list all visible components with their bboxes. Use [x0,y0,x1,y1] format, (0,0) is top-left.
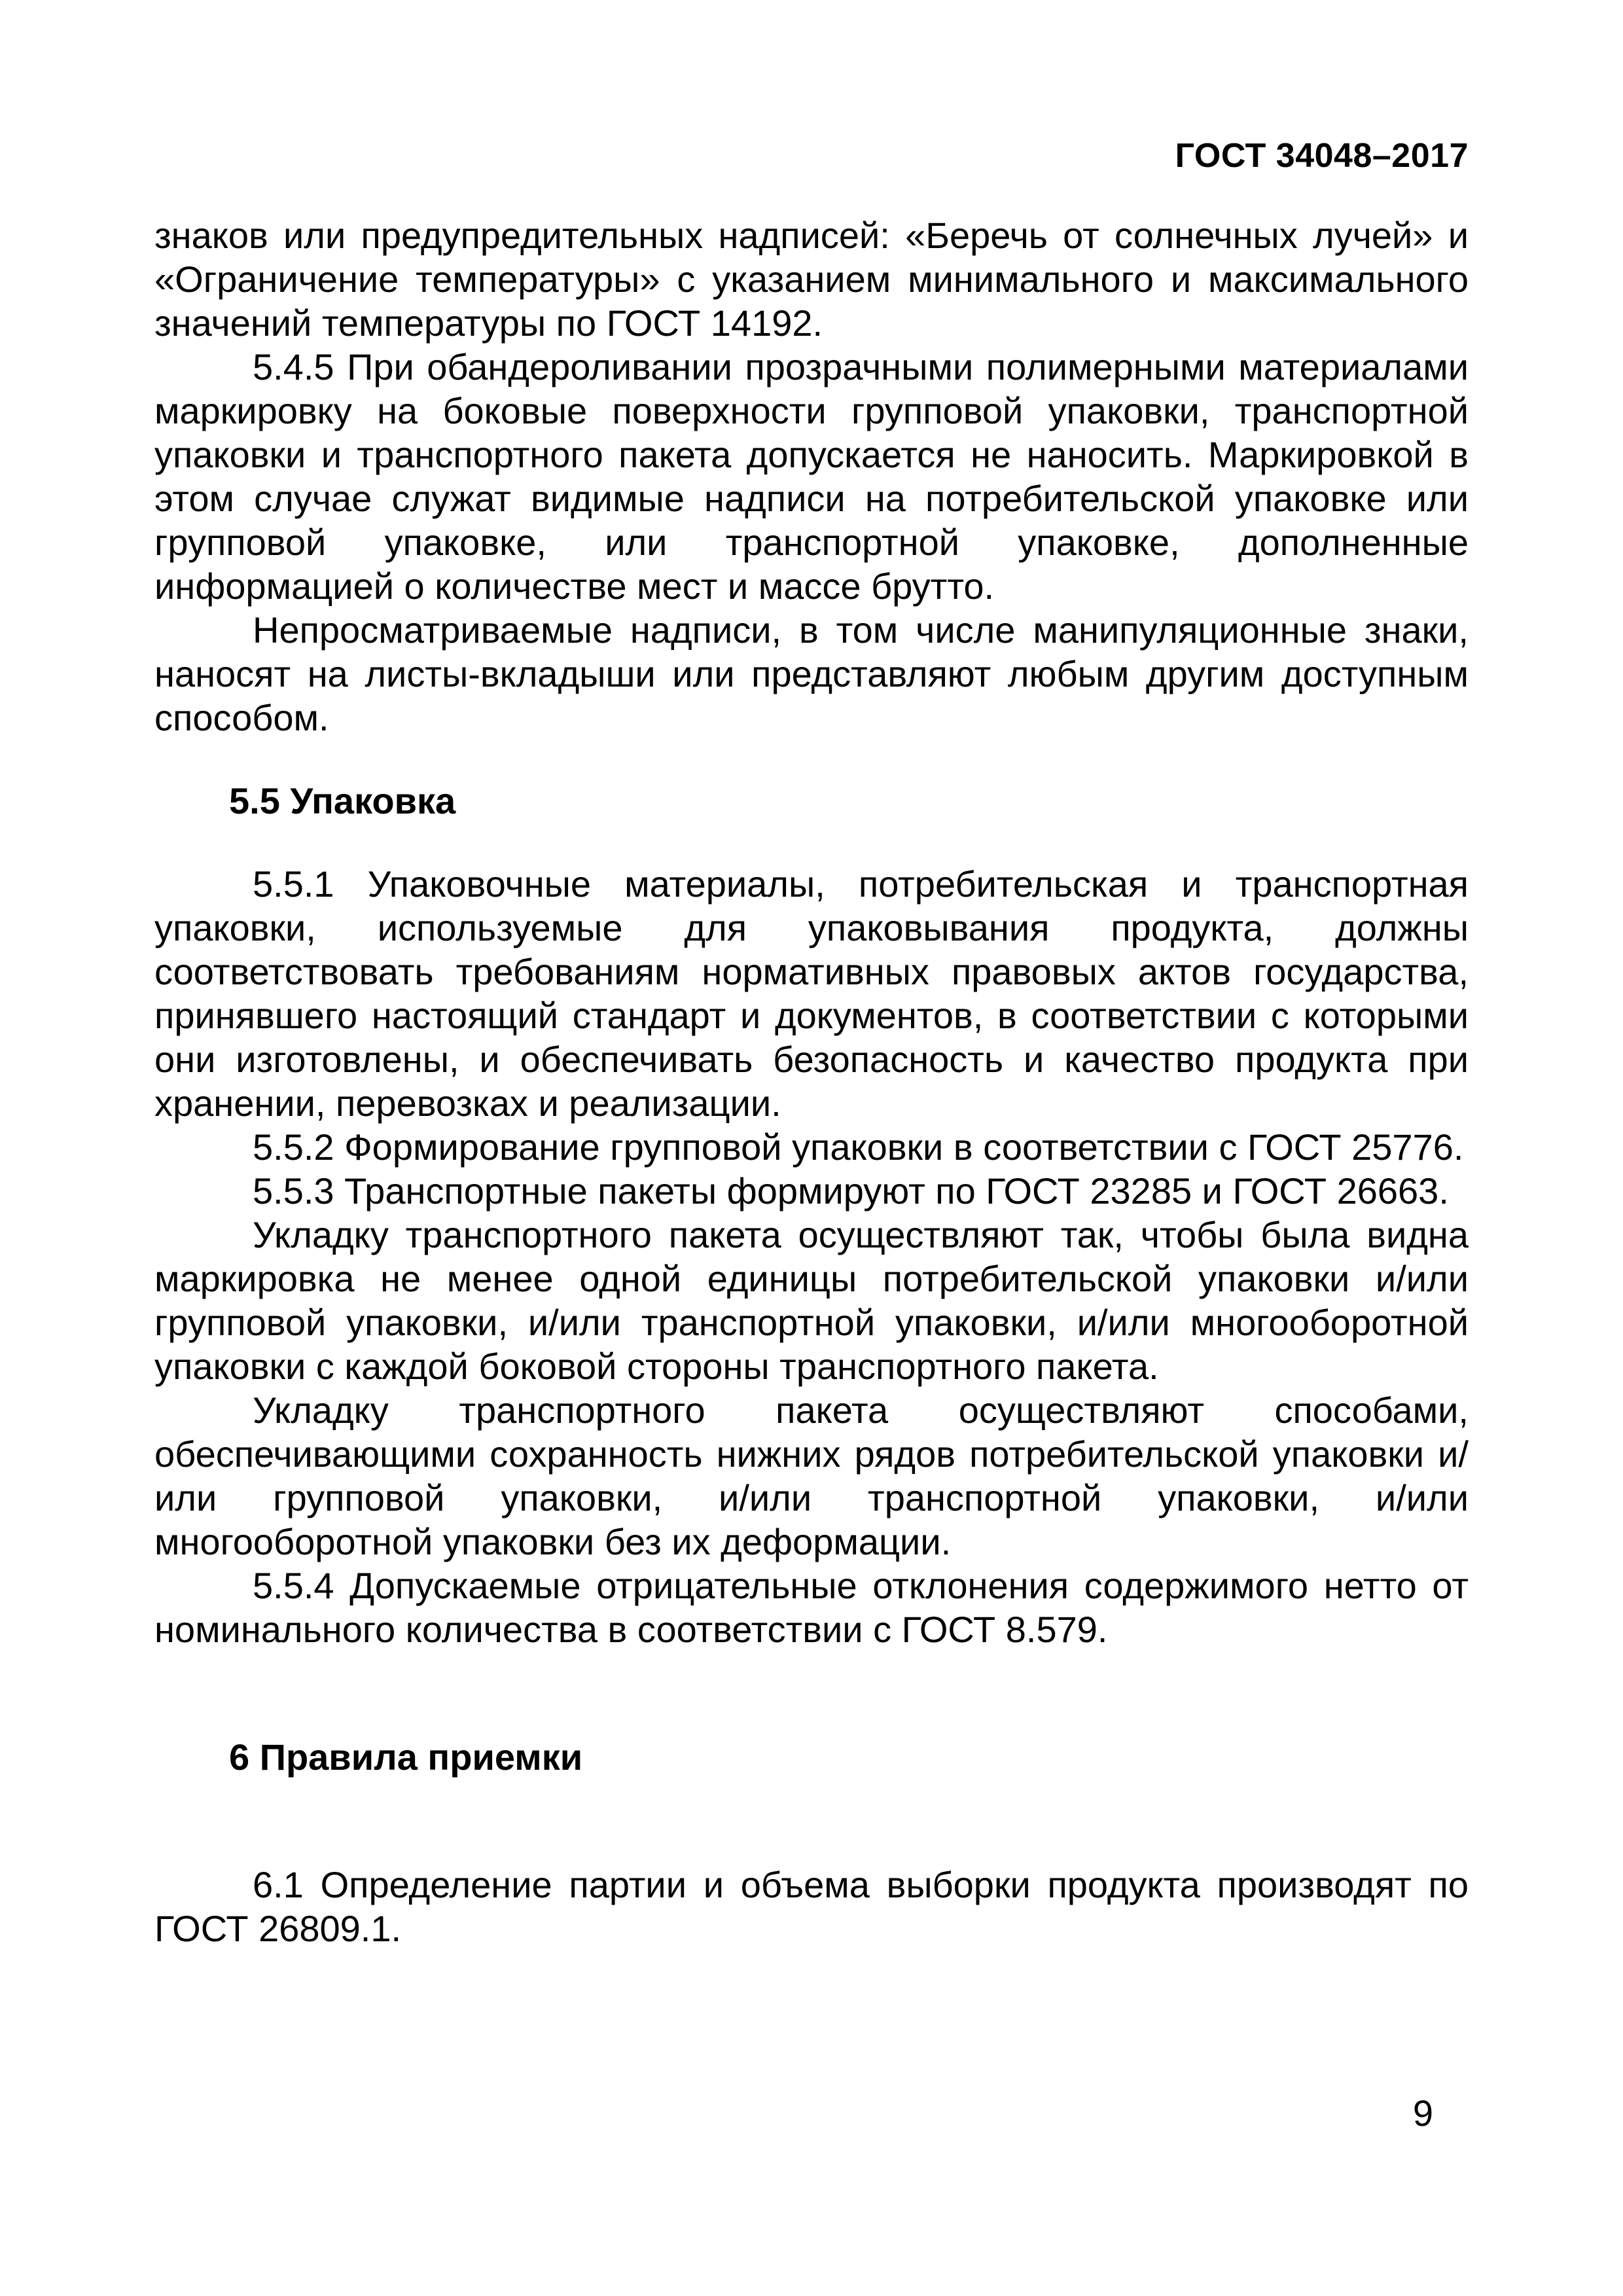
paragraph-packet-laying-2: Укладку транспортного пакета осуществляют способами, обеспечивающими сохранность нижних рядов потребительской упаковки и/или групповой упаковки, и/или транспортной упаковки, и/или многооборотной упаковки без их деформации. [154,1390,1469,1562]
section-heading-6: 6 Правила приемки [229,1736,583,1778]
paragraph-non-visible-marks: Непросматриваемые надписи, в том числе манипуляционные знаки, наносят на листы-вкладыши или представляют любым другим доступным способом. [154,609,1469,738]
paragraph-5-4-5: 5.4.5 При обандероливании прозрачными полимерными материалами маркировку на боковые поверхности групповой упаковки, транспортной упаковки и транспортного пакета допускается не наносить. Маркировкой в этом случае служат видимые надписи на потребительской упаковке или групповой упаковке, или транспортной упаковке, дополненные информацией о количестве мест и массе брутто. [154,346,1469,607]
section-heading-5-5: 5.5 Упаковка [229,780,456,821]
paragraph-5-5-4: 5.5.4 Допускаемые отрицательные отклонения содержимого нетто от номинального количества в соответствии с ГОСТ 8.579. [154,1565,1469,1650]
standard-header: ГОСТ 34048–2017 [1175,137,1469,175]
paragraph-6-1: 6.1 Определение партии и объема выборки продукта производят по ГОСТ 26809.1. [154,1864,1469,1949]
document-body [154,213,1469,1950]
paragraph-continuation: знаков или предупредительных надписей: «Беречь от солнечных лучей» и «Ограничение температуры» с указанием минимального и максимального значений температуры по ГОСТ 14192. [154,215,1469,344]
paragraph-5-5-3: 5.5.3 Транспортные пакеты формируют по ГОСТ 23285 и ГОСТ 26663. [253,1170,1449,1211]
page-number: 9 [1412,2092,1433,2134]
paragraph-5-5-1: 5.5.1 Упаковочные материалы, потребительская и транспортная упаковки, используемые для упаковывания продукта, должны соответствовать требованиям нормативных правовых актов государства, принявшего настоящий стандарт и документов, в соответствии с которыми они изготовлены, и обеспечивать безопасность и качество продукта при хранении, перевозках и реализации. [154,863,1469,1124]
paragraph-packet-laying-1: Укладку транспортного пакета осуществляют так, чтобы была видна маркировка не менее одной единицы потребительской упаковки и/или групповой упаковки, и/или транспортной упаковки, и/или многооборотной упаковки с каждой боковой стороны транспортного пакета. [154,1214,1469,1387]
paragraph-5-5-2: 5.5.2 Формирование групповой упаковки в соответствии с ГОСТ 25776. [253,1126,1464,1168]
